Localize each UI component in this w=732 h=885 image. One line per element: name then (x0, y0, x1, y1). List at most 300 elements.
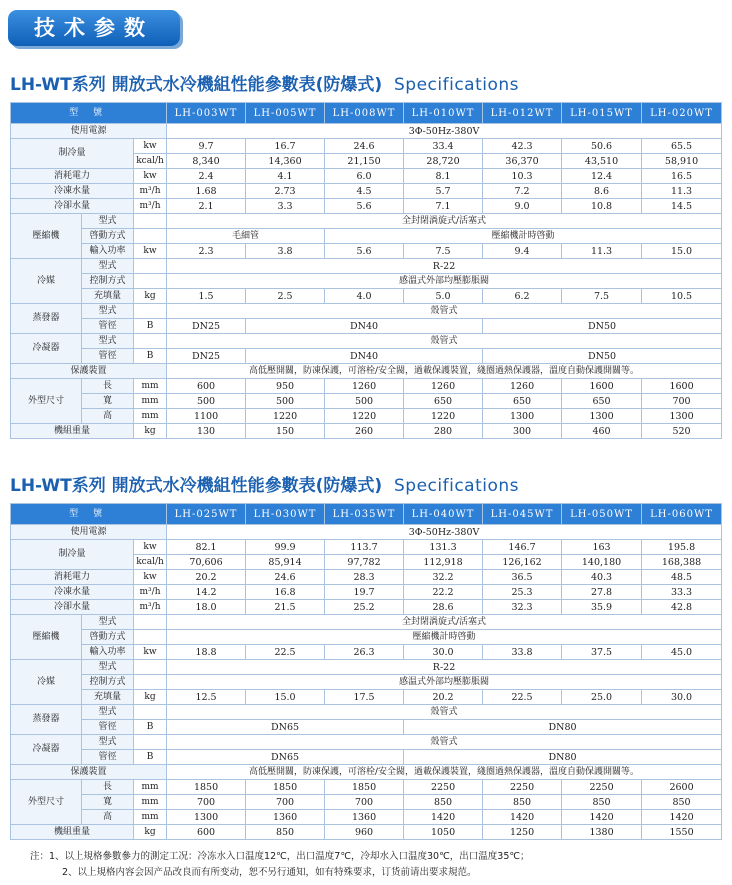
value-cell: 2250 (404, 780, 483, 795)
model-header: LH-008WT (325, 103, 404, 124)
value-cell: 18.8 (167, 645, 246, 660)
unit-cell: B (134, 750, 167, 765)
value-cell: 70,606 (167, 555, 246, 570)
model-header: LH-045WT (483, 504, 562, 525)
merged-value: DN50 (483, 349, 722, 364)
value-cell: 82.1 (167, 540, 246, 555)
value-cell: 850 (246, 825, 325, 840)
value-cell: 300 (483, 424, 562, 439)
value-cell: 37.5 (562, 645, 642, 660)
row-label: 制冷量 (11, 139, 134, 169)
value-cell: 168,388 (642, 555, 722, 570)
group-label: 外型尺寸 (11, 780, 82, 825)
value-cell: 24.6 (325, 139, 404, 154)
consumption-row (11, 169, 722, 184)
group-label: 冷媒 (11, 660, 82, 705)
value-cell: 9.0 (483, 199, 562, 214)
value-cell: 700 (246, 795, 325, 810)
value-cell: 97,782 (325, 555, 404, 570)
value-cell: 112,918 (404, 555, 483, 570)
section-banner (8, 10, 180, 46)
value-cell: 6.0 (325, 169, 404, 184)
value-cell: 1300 (642, 409, 722, 424)
value-cell: 260 (325, 424, 404, 439)
unit-cell: kw (134, 540, 167, 555)
value-cell: 1.68 (167, 184, 246, 199)
value-cell: 850 (483, 795, 562, 810)
header-row (11, 103, 722, 124)
merged-value: 感温式外部均壓膨脹閥 (167, 675, 722, 690)
cooling-row-kw (11, 540, 722, 555)
unit-cell: kw (134, 570, 167, 585)
banner-text: 技术参数 (34, 16, 154, 40)
value-cell: 35.9 (562, 600, 642, 615)
cooling-water-row (11, 600, 722, 615)
value-cell: 42.3 (483, 139, 562, 154)
merged-value: 感溫式外部均壓膨脹閥 (167, 274, 722, 289)
unit-cell: kw (134, 645, 167, 660)
model-header: LH-015WT (562, 103, 642, 124)
value-cell: 700 (325, 795, 404, 810)
value-cell: 1550 (642, 825, 722, 840)
refrigerant-type-row (11, 660, 722, 675)
value-cell: 32.2 (404, 570, 483, 585)
merged-value: 全封閉渦旋式/活塞式 (167, 615, 722, 630)
model-header: LH-050WT (562, 504, 642, 525)
value-cell: 2.4 (167, 169, 246, 184)
footnote-2: 2、以上規格内容会因产品改良而有所变动，恕不另行通知，如有特殊要求，订货前请出要求規范。 (62, 867, 477, 878)
value-cell: 6.2 (483, 289, 562, 304)
protection-row (11, 765, 722, 780)
unit-cell: kg (134, 424, 167, 439)
sub-label: 啓動方式 (82, 229, 134, 244)
sub-label: 充填量 (82, 289, 134, 304)
refrigerant-ctrl-row (11, 274, 722, 289)
value-cell: 5.6 (325, 199, 404, 214)
value-cell: 30.0 (404, 645, 483, 660)
row-label: 消耗電力 (11, 169, 134, 184)
group-label: 壓縮機 (11, 615, 82, 660)
model-header: LH-060WT (642, 504, 722, 525)
unit-cell: m³/h (134, 199, 167, 214)
dimension-width-row (11, 394, 722, 409)
row-label: 冷卻水量 (11, 199, 134, 214)
dimension-height-row (11, 409, 722, 424)
merged-value: 殼管式 (167, 334, 722, 349)
unit-cell: mm (134, 810, 167, 825)
condenser-type-row (11, 334, 722, 349)
value-cell: 7.5 (404, 244, 483, 259)
value-cell: 32.3 (483, 600, 562, 615)
group-label: 冷媒 (11, 259, 82, 304)
value-cell: 131.3 (404, 540, 483, 555)
value-cell: 65.5 (642, 139, 722, 154)
value-cell: 1850 (246, 780, 325, 795)
sub-label: 型式 (82, 660, 134, 675)
group-label: 蒸發器 (11, 705, 82, 735)
value-cell: 16.7 (246, 139, 325, 154)
value-cell: 3.3 (246, 199, 325, 214)
value-cell: 1260 (483, 379, 562, 394)
value-cell: 18.0 (167, 600, 246, 615)
power-row (11, 525, 722, 540)
value-cell: 5.0 (404, 289, 483, 304)
value-cell: 4.5 (325, 184, 404, 199)
value-cell: 5.6 (325, 244, 404, 259)
model-header: LH-030WT (246, 504, 325, 525)
merged-value: DN80 (404, 750, 722, 765)
value-cell: 500 (325, 394, 404, 409)
value-cell: 19.7 (325, 585, 404, 600)
value-cell: 500 (167, 394, 246, 409)
value-cell: 21.5 (246, 600, 325, 615)
value-cell: 7.1 (404, 199, 483, 214)
value-cell: 17.5 (325, 690, 404, 705)
value-cell: 130 (167, 424, 246, 439)
condenser-type-row (11, 735, 722, 750)
unit-cell: m³/h (134, 600, 167, 615)
power-row (11, 124, 722, 139)
merged-value: DN50 (483, 319, 722, 334)
sub-label: 輸入功率 (82, 244, 134, 259)
value-cell: 12.4 (562, 169, 642, 184)
value-cell: 99.9 (246, 540, 325, 555)
power-value: 3Φ-50Hz-380V (167, 124, 722, 139)
merged-value: 壓縮機計時啓動 (325, 229, 722, 244)
value-cell: 3.8 (246, 244, 325, 259)
unit-cell: mm (134, 409, 167, 424)
value-cell: 12.5 (167, 690, 246, 705)
value-cell: 2.5 (246, 289, 325, 304)
value-cell: 2.1 (167, 199, 246, 214)
compressor-input-row (11, 645, 722, 660)
value-cell: 7.5 (562, 289, 642, 304)
sub-label: 型式 (82, 334, 134, 349)
consumption-row (11, 570, 722, 585)
model-header: LH-035WT (325, 504, 404, 525)
value-cell: 14,360 (246, 154, 325, 169)
unit-cell: kg (134, 690, 167, 705)
value-cell: 8,340 (167, 154, 246, 169)
value-cell: 1100 (167, 409, 246, 424)
merged-value: R-22 (167, 259, 722, 274)
value-cell: 1850 (167, 780, 246, 795)
evaporator-type-row (11, 304, 722, 319)
value-cell: 1300 (562, 409, 642, 424)
value-cell: 10.3 (483, 169, 562, 184)
footnote-1: 注：1、以上規格參數參力的測定工况：冷冻水入口温度12℃，出口温度7℃，冷却水入口温度30℃，出口温度35℃； (30, 851, 530, 862)
value-cell: 850 (642, 795, 722, 810)
unit-cell: B (134, 349, 167, 364)
value-cell: 28.3 (325, 570, 404, 585)
value-cell: 113.7 (325, 540, 404, 555)
sub-label: 寬 (82, 394, 134, 409)
row-label: 消耗電力 (11, 570, 134, 585)
value-cell: 195.8 (642, 540, 722, 555)
model-header-label: 型 號 (11, 103, 167, 124)
value-cell: 460 (562, 424, 642, 439)
unit-cell: mm (134, 379, 167, 394)
value-cell: 650 (562, 394, 642, 409)
value-cell: 27.8 (562, 585, 642, 600)
chilled-water-row (11, 585, 722, 600)
value-cell: 2250 (562, 780, 642, 795)
value-cell: 16.5 (642, 169, 722, 184)
compressor-type-row (11, 615, 722, 630)
unit-cell: kg (134, 289, 167, 304)
unit-cell: mm (134, 780, 167, 795)
model-header: LH-003WT (167, 103, 246, 124)
value-cell: 650 (483, 394, 562, 409)
value-cell: 950 (246, 379, 325, 394)
value-cell: 1300 (167, 810, 246, 825)
group-label: 冷凝器 (11, 334, 82, 364)
value-cell: 1420 (404, 810, 483, 825)
sub-label: 控制方式 (82, 274, 134, 289)
compressor-start-row (11, 630, 722, 645)
value-cell: 20.2 (167, 570, 246, 585)
spec-table-2 (10, 503, 722, 840)
row-label: 機組重量 (11, 424, 134, 439)
value-cell: 26.3 (325, 645, 404, 660)
unit-cell: kg (134, 825, 167, 840)
dimension-length-row (11, 379, 722, 394)
compressor-start-row (11, 229, 722, 244)
value-cell: 58,910 (642, 154, 722, 169)
row-label: 冷卻水量 (11, 600, 134, 615)
value-cell: 1250 (483, 825, 562, 840)
value-cell: 1420 (562, 810, 642, 825)
value-cell: 1260 (404, 379, 483, 394)
value-cell: 36.5 (483, 570, 562, 585)
unit-cell: mm (134, 795, 167, 810)
power-value: 3Φ-50Hz-380V (167, 525, 722, 540)
value-cell: 10.5 (642, 289, 722, 304)
value-cell: 2250 (483, 780, 562, 795)
sub-label: 型式 (82, 615, 134, 630)
merged-value: DN25 (167, 319, 246, 334)
weight-row (11, 424, 722, 439)
unit-cell: kcal/h (134, 154, 167, 169)
value-cell: 40.3 (562, 570, 642, 585)
value-cell: 280 (404, 424, 483, 439)
row-label: 冷凍水量 (11, 184, 134, 199)
value-cell: 22.5 (483, 690, 562, 705)
unit-cell: m³/h (134, 585, 167, 600)
value-cell: 126,162 (483, 555, 562, 570)
value-cell: 1220 (325, 409, 404, 424)
spec-table-1 (10, 102, 722, 439)
value-cell: 33.4 (404, 139, 483, 154)
value-cell: 8.6 (562, 184, 642, 199)
value-cell: 850 (404, 795, 483, 810)
value-cell: 140,180 (562, 555, 642, 570)
value-cell: 14.5 (642, 199, 722, 214)
value-cell: 2600 (642, 780, 722, 795)
group-label: 外型尺寸 (11, 379, 82, 424)
table-title-1: LH-WT系列 開放式水冷機組性能參數表(防爆式) Specifications (10, 75, 520, 95)
value-cell: 4.0 (325, 289, 404, 304)
value-cell: 21,150 (325, 154, 404, 169)
value-cell: 48.5 (642, 570, 722, 585)
dimension-height-row (11, 810, 722, 825)
model-header: LH-025WT (167, 504, 246, 525)
unit-cell: kcal/h (134, 555, 167, 570)
sub-label: 輸入功率 (82, 645, 134, 660)
sub-label: 啓動方式 (82, 630, 134, 645)
merged-value: 殼管式 (167, 735, 722, 750)
unit-cell: B (134, 720, 167, 735)
value-cell: 5.7 (404, 184, 483, 199)
unit-cell: kw (134, 244, 167, 259)
model-header: LH-012WT (483, 103, 562, 124)
value-cell: 36,370 (483, 154, 562, 169)
value-cell: 1360 (246, 810, 325, 825)
value-cell: 1600 (562, 379, 642, 394)
sub-label: 型式 (82, 214, 134, 229)
dimension-width-row (11, 795, 722, 810)
value-cell: 33.3 (642, 585, 722, 600)
value-cell: 700 (642, 394, 722, 409)
group-label: 冷凝器 (11, 735, 82, 765)
sub-label: 長 (82, 780, 134, 795)
value-cell: 28.6 (404, 600, 483, 615)
sub-label: 控制方式 (82, 675, 134, 690)
table-title-2: LH-WT系列 開放式水冷機組性能參數表(防爆式) Specifications (10, 476, 520, 496)
evaporator-pipe-row (11, 319, 722, 334)
row-label: 制冷量 (11, 540, 134, 570)
unit-cell: kw (134, 169, 167, 184)
model-header: LH-040WT (404, 504, 483, 525)
evaporator-type-row (11, 705, 722, 720)
row-label: 冷凍水量 (11, 585, 134, 600)
compressor-type-row (11, 214, 722, 229)
value-cell: 500 (246, 394, 325, 409)
value-cell: 1300 (483, 409, 562, 424)
evaporator-pipe-row (11, 720, 722, 735)
merged-value: DN40 (246, 349, 483, 364)
protection-row (11, 364, 722, 379)
row-label: 機組重量 (11, 825, 134, 840)
value-cell: 2.73 (246, 184, 325, 199)
refrigerant-charge-row (11, 690, 722, 705)
value-cell: 1360 (325, 810, 404, 825)
sub-label: 管徑 (82, 750, 134, 765)
row-label: 保護裝置 (11, 364, 167, 379)
sub-label: 管徑 (82, 720, 134, 735)
merged-value: DN65 (167, 750, 404, 765)
sub-label: 管徑 (82, 319, 134, 334)
value-cell: 163 (562, 540, 642, 555)
value-cell: 520 (642, 424, 722, 439)
value-cell: 16.8 (246, 585, 325, 600)
value-cell: 22.5 (246, 645, 325, 660)
sub-label: 寬 (82, 795, 134, 810)
merged-value: 殼管式 (167, 304, 722, 319)
model-header: LH-020WT (642, 103, 722, 124)
value-cell: 1420 (483, 810, 562, 825)
condenser-pipe-row (11, 750, 722, 765)
value-cell: 24.6 (246, 570, 325, 585)
value-cell: 1260 (325, 379, 404, 394)
value-cell: 25.2 (325, 600, 404, 615)
value-cell: 1420 (642, 810, 722, 825)
model-header-label: 型 號 (11, 504, 167, 525)
refrigerant-charge-row (11, 289, 722, 304)
merged-value: 全封閉渦旋式/活塞式 (167, 214, 722, 229)
value-cell: 9.7 (167, 139, 246, 154)
protection-value: 高低壓開關，防凍保護，可溶栓/安全閥，過載保護裝置，綫圈過熱保護器，溫度自動保護開關等。 (167, 364, 722, 379)
value-cell: 15.0 (246, 690, 325, 705)
value-cell: 2.3 (167, 244, 246, 259)
sub-label: 型式 (82, 304, 134, 319)
sub-label: 型式 (82, 735, 134, 750)
cooling-row-kw (11, 139, 722, 154)
weight-row (11, 825, 722, 840)
compressor-input-row (11, 244, 722, 259)
value-cell: 22.2 (404, 585, 483, 600)
value-cell: 9.4 (483, 244, 562, 259)
value-cell: 28,720 (404, 154, 483, 169)
value-cell: 15.0 (642, 244, 722, 259)
value-cell: 1380 (562, 825, 642, 840)
value-cell: 85,914 (246, 555, 325, 570)
value-cell: 33.8 (483, 645, 562, 660)
sub-label: 高 (82, 810, 134, 825)
merged-value: 殼管式 (167, 705, 722, 720)
value-cell: 10.8 (562, 199, 642, 214)
value-cell: 11.3 (642, 184, 722, 199)
row-label: 使用電源 (11, 124, 167, 139)
sub-label: 型式 (82, 259, 134, 274)
sub-label: 充填量 (82, 690, 134, 705)
value-cell: 7.2 (483, 184, 562, 199)
value-cell: 50.6 (562, 139, 642, 154)
dimension-length-row (11, 780, 722, 795)
value-cell: 1220 (246, 409, 325, 424)
value-cell: 1.5 (167, 289, 246, 304)
merged-value: DN25 (167, 349, 246, 364)
unit-cell: kw (134, 139, 167, 154)
group-label: 蒸發器 (11, 304, 82, 334)
cooling-water-row (11, 199, 722, 214)
sub-label: 高 (82, 409, 134, 424)
value-cell: 700 (167, 795, 246, 810)
row-label: 保護裝置 (11, 765, 167, 780)
sub-label: 型式 (82, 705, 134, 720)
value-cell: 8.1 (404, 169, 483, 184)
value-cell: 146.7 (483, 540, 562, 555)
merged-value: R-22 (167, 660, 722, 675)
value-cell: 30.0 (642, 690, 722, 705)
value-cell: 650 (404, 394, 483, 409)
value-cell: 43,510 (562, 154, 642, 169)
merged-value: 毛細管 (167, 229, 325, 244)
value-cell: 960 (325, 825, 404, 840)
value-cell: 25.0 (562, 690, 642, 705)
value-cell: 25.3 (483, 585, 562, 600)
chilled-water-row (11, 184, 722, 199)
unit-cell: mm (134, 394, 167, 409)
unit-cell: B (134, 319, 167, 334)
merged-value: 壓縮機計時啓動 (167, 630, 722, 645)
value-cell: 1050 (404, 825, 483, 840)
row-label: 使用電源 (11, 525, 167, 540)
protection-value: 高低壓開關，防凍保護，可溶栓/安全閥，過載保護裝置，綫圈過熱保護器，溫度自動保護開關等。 (167, 765, 722, 780)
sub-label: 管徑 (82, 349, 134, 364)
value-cell: 1600 (642, 379, 722, 394)
model-header: LH-010WT (404, 103, 483, 124)
